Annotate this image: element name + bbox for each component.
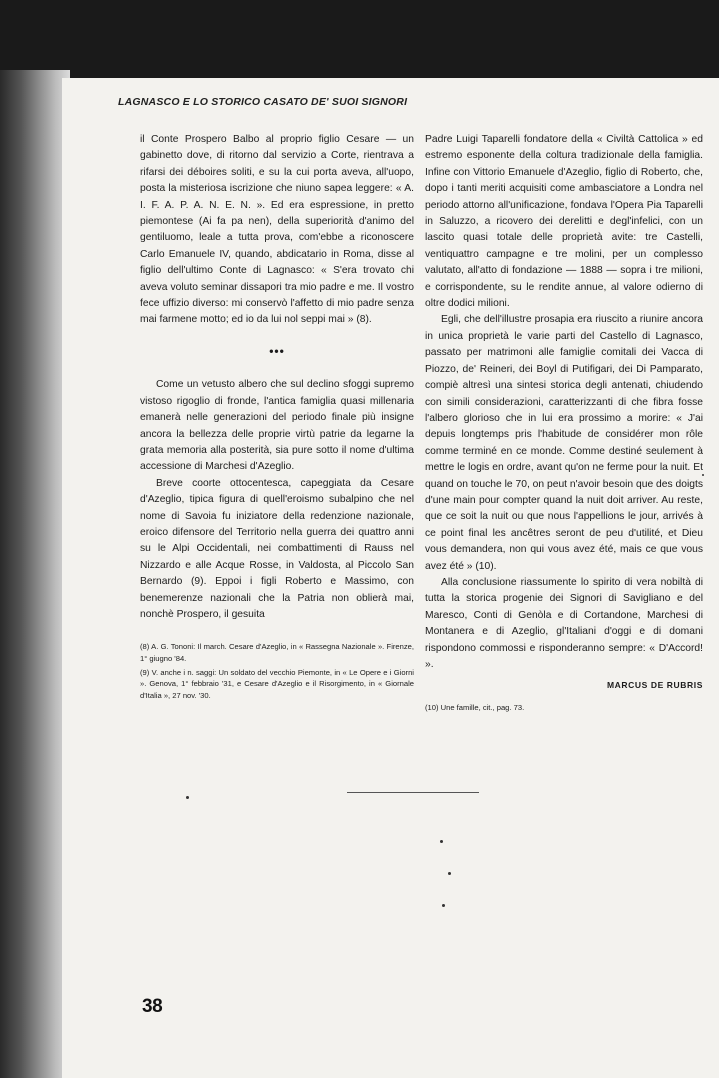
scan-speck [702,474,704,476]
scan-speck [440,840,443,843]
running-head: LAGNASCO E LO STORICO CASATO DE' SUOI SIGNORI [118,96,408,108]
paragraph: il Conte Prospero Balbo al proprio figlio Cesare — un gabinetto dove, di ritorno dal servizio a Corte, rientrava a rifarsi dei déboires soliti, e su la cui porta aveva, all'uopo, posta la misteriosa iscrizione che niuno sapea leggere: « A. I. F. A. P. A. N. E. N. ». Ed era espressione, in pretto piemontese (Ai fa pa nen), della superiorità d'animo del gentiluomo, leale a tutta prova, com'ebbe a riconoscere Carlo Emanuele IV, quando, abdicatario in Roma, disse al figlio dell'ultimo Conte di Lagnasco: « S'era trovato chi aveva voluto seminar dissapori tra mio padre e me. Il vostro fece uffizio diverso: mi conservò l'affetto di mio padre senza mai farmene motto; ed io da lui nol seppi mai » (8). [140,134,414,326]
footnotes [425,702,703,714]
horizontal-rule [347,792,479,793]
footnote: (9) V. anche i n. saggi: Un soldato del vecchio Piemonte, in « Le Opere e i Giorni ». Genova, 1° febbraio '31, e Cesare d'Azeglio e il Risorgimento, in « Giornale d'Italia », 27 nov. '30. [140,667,414,700]
footnotes [140,641,414,701]
paragraph: Come un vetusto albero che sul declino sfoggi supremo vistoso rigoglio di fronde, l'antica famiglia quasi millenaria emanerà nelle generazioni del periodo finale più insigne ancora la bellezza delle proprie virtù patrie da legarne la grata memoria alla posterità, sia pure sotto il nome d'ultima accessione di Marchesi d'Azeglio. [140,379,414,473]
scan-speck [186,796,189,799]
scan-speck [448,872,451,875]
paragraph: Padre Luigi Taparelli fondatore della « Civiltà Cattolica » ed estremo esponente della coltura tradizionale della famiglia. Infine con Vittorio Emanuele d'Azeglio, figlio di Roberto, che, dopo i tanti meriti acquisiti come ambasciatore a Londra nel periodo attorno all'unificazione, fondava l'Opera Pia Taparelli in Saluzzo, a ricovero dei derelitti e degl'infelici, con un lascito quasi totale delle proprietà avite: tre Castelli, ventiquattro campagne e tre molini, per un complesso valutato, all'atto di fondazione — 1888 — sopra i tre milioni, e corrispondente, su le rendite annue, al valore odierno di oltre dodici milioni. [425,134,703,310]
page-number: 38 [142,996,163,1017]
book-binding-shadow [0,70,70,1078]
scan-speck [442,904,445,907]
footnote: (8) A. G. Tononi: Il march. Cesare d'Azeglio, in « Rassegna Nazionale ». Firenze, 1° giugno '84. [140,642,414,663]
right-column [425,132,703,715]
author-signature: MARCUS DE RUBRIS [606,680,703,691]
paragraph: Egli, che dell'illustre prosapia era riuscito a riunire ancora in unica proprietà le varie parti del Castello di Lagnasco, passato per matrimoni alle famiglie comitali dei Vacca di Piozzo, de' Reineri, dei Boyl di Putifigari, dei Di Pamparato, compiè altresì una sintesi storica degli antenati, chiudendo con simili considerazioni, caratterizzanti di che fibra fosse l'albero glorioso che in lui era prossimo a morire: « J'ai depuis longtemps pris l'habitude de considérer mon rôle comme terminé en ce monde. Comme destiné seulement à mettre le logis en ordre, avant qu'on ne ferme pour la nuit. Et quand on touche le 70, on peut n'avoir besoin que des doigts d'une main pour compter quand la nuit doit arriver. Au reste, que ce soit la nuit ou que nous l'appellions le jour, arrivés à ce point final les ancêtres seront de peu d'utilité, et Dieu vous demandera, non qui vous avez été, mais ce que vous avez été » (10). [425,314,703,572]
paragraph: Breve coorte ottocentesca, capeggiata da Cesare d'Azeglio, tipica figura di quell'eroismo subalpino che nel nome di Savoia fu iniziatore della redenzione nazionale, eroico difensore del Territorio nella guerra dei quattro anni su le Alpi Occidentali, nei combattimenti di Rauss nel Nizzardo e alle Acque Rosse, in Valdosta, al Piccolo San Bernardo (9). Eppoi i figli Roberto e Massimo, con benemerenze nazionali che la Patria non oblierà mai, nonchè Prospero, il gesuita [140,477,414,620]
paragraph: Alla conclusione riassumente lo spirito di vera nobiltà di tutta la storica progenie dei Signori di Savigliano e del Maresco, Conti di Genòla e di Cortandone, Marchesi di Montanera e di Azeglio, gl'Italiani d'oggi e di domani rispondono commossi e risponderanno sempre: « D'Accord! ». [425,576,703,670]
section-separator: ••• [269,343,285,358]
footnote: (10) Une famille, cit., pag. 73. [425,702,525,712]
book-page [62,78,719,1078]
scan-top-edge [0,0,719,80]
left-column [140,132,414,703]
